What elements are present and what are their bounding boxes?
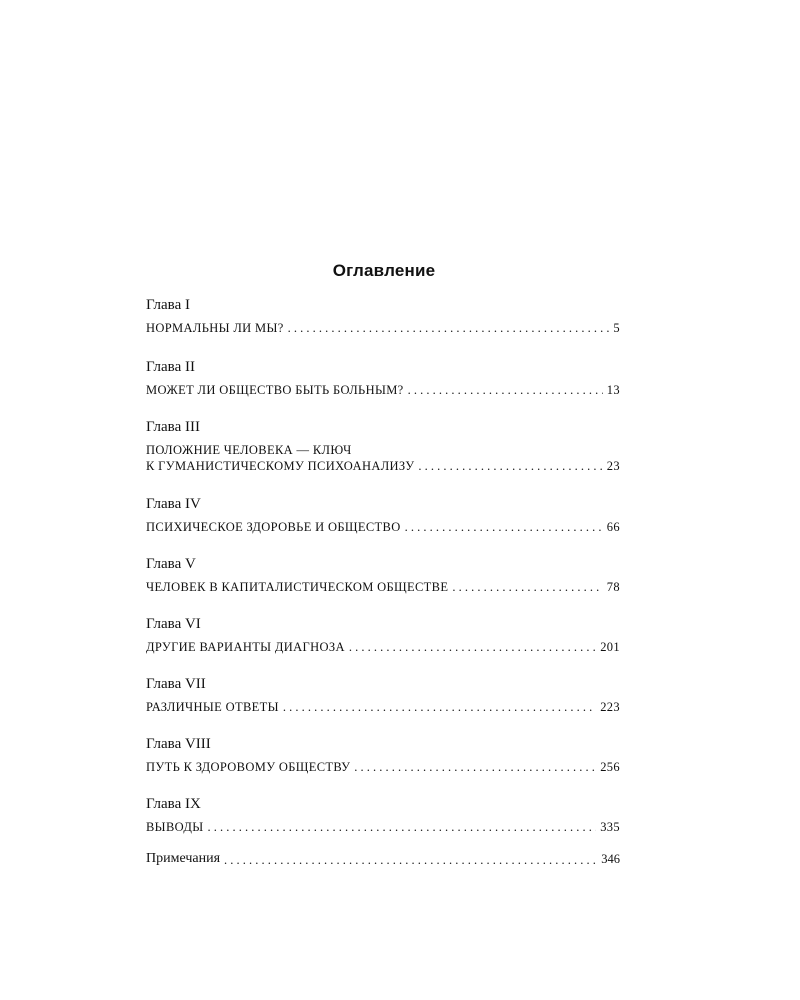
page-number: 66 (606, 520, 620, 534)
dot-leader (349, 639, 596, 655)
page-number: 223 (600, 700, 620, 714)
entry-title: РАЗЛИЧНЫЕ ОТВЕТЫ (146, 700, 279, 714)
entry-title: ПОЛОЖНИЕ ЧЕЛОВЕКА — КЛЮЧ К ГУМАНИСТИЧЕСКОМУ ПСИХОАНАЛИЗУ (146, 443, 415, 473)
entry-title: ПУТЬ К ЗДОРОВОМУ ОБЩЕСТВУ (146, 760, 351, 774)
page-number: 335 (600, 820, 620, 834)
table-of-contents (146, 296, 620, 868)
toc-entry[interactable] (146, 699, 620, 715)
chapter-2 (146, 358, 620, 418)
chapter-3 (146, 418, 620, 495)
page-number: 5 (613, 321, 620, 335)
chapter-label: Глава VII (146, 676, 206, 692)
chapter-label: Глава III (146, 419, 200, 435)
toc-entry[interactable] (146, 579, 620, 595)
chapter-8 (146, 735, 620, 795)
chapter-label: Глава I (146, 297, 190, 313)
chapter-label: Глава VIII (146, 736, 211, 752)
chapter-1 (146, 296, 620, 358)
dot-leader (452, 579, 602, 595)
chapter-label: Глава IX (146, 796, 201, 812)
chapter-label: Глава VI (146, 616, 201, 632)
page-number: 13 (606, 383, 620, 397)
entry-title: ВЫВОДЫ (146, 820, 204, 834)
toc-entry-notes[interactable] (146, 850, 620, 868)
dot-leader (408, 382, 603, 398)
chapter-5 (146, 555, 620, 615)
dot-leader (208, 819, 597, 835)
page-number: 78 (606, 580, 620, 594)
entry-title: НОРМАЛЬНЫ ЛИ МЫ? (146, 321, 284, 335)
chapter-label: Глава V (146, 556, 196, 572)
chapter-7 (146, 675, 620, 735)
dot-leader (283, 699, 596, 715)
chapter-4 (146, 495, 620, 555)
page-number: 256 (600, 760, 620, 774)
entry-title: ЧЕЛОВЕК В КАПИТАЛИСТИЧЕСКОМ ОБЩЕСТВЕ (146, 580, 449, 594)
notes-title: Примечания (146, 851, 221, 866)
page-number: 346 (601, 852, 620, 866)
chapter-6 (146, 615, 620, 675)
dot-leader (405, 519, 603, 535)
dot-leader (354, 759, 596, 775)
page-number: 23 (606, 459, 620, 473)
page-number: 201 (600, 640, 620, 654)
dot-leader (224, 852, 597, 868)
toc-title: Оглавление (332, 261, 436, 280)
chapter-label: Глава II (146, 359, 195, 375)
toc-entry[interactable] (146, 442, 620, 474)
entry-title: МОЖЕТ ЛИ ОБЩЕСТВО БЫТЬ БОЛЬНЫМ? (146, 383, 404, 397)
dot-leader (288, 320, 610, 336)
chapter-label: Глава IV (146, 496, 201, 512)
chapter-9 (146, 795, 620, 850)
entry-title: ПСИХИЧЕСКОЕ ЗДОРОВЬЕ И ОБЩЕСТВО (146, 520, 401, 534)
toc-entry[interactable] (146, 519, 620, 535)
dot-leader (418, 458, 602, 474)
toc-entry[interactable] (146, 382, 620, 398)
entry-title: ДРУГИЕ ВАРИАНТЫ ДИАГНОЗА (146, 640, 345, 654)
toc-entry[interactable] (146, 759, 620, 775)
toc-entry[interactable] (146, 639, 620, 655)
toc-entry[interactable] (146, 819, 620, 835)
toc-entry[interactable] (146, 320, 620, 336)
